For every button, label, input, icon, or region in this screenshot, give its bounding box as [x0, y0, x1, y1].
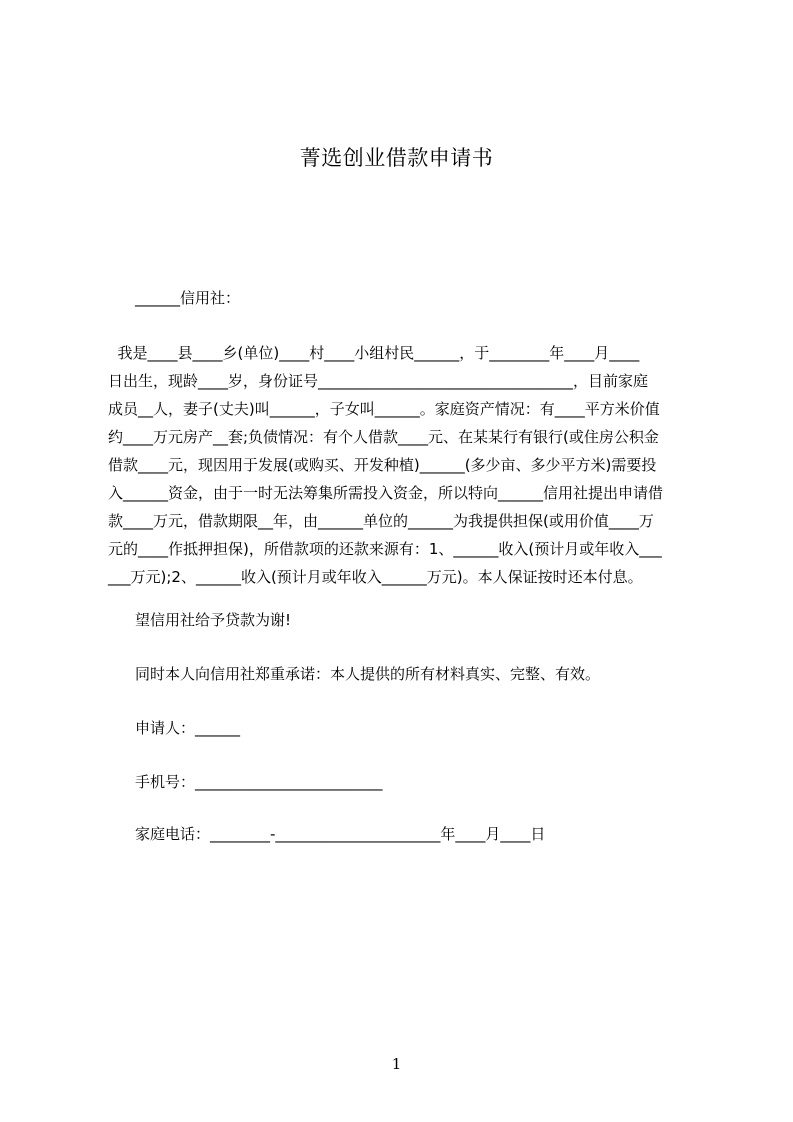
body-line: ___万元);2、______收入(预计月或年收入______万元)。本人保证按时还本付息。 [108, 568, 643, 586]
phone-line: 手机号：_________________________ [135, 773, 383, 791]
body-line: 元的____作抵押担保)，所借款项的还款来源有：1、______收入(预计月或年收入___ [108, 540, 662, 558]
body-line: 约____万元房产__套;负债情况：有个人借款____元、在某某行有银行(或住房公积金 [108, 428, 659, 446]
body-line: 借款____元，现因用于发展(或购买、开发种植)______(多少亩、多少平方米)需要投 [108, 456, 657, 474]
home-phone-date-line: 家庭电话：________-______________________年____月____日 [135, 825, 546, 843]
request-line: 望信用社给予贷款为谢! [135, 611, 292, 629]
body-line: 入______资金，由于一时无法筹集所需投入资金，所以特向______信用社提出申请借 [108, 484, 664, 502]
body-line: 我是____县____乡(单位)____村____小组村民______，于________年____月____ [108, 344, 640, 362]
applicant-line: 申请人：______ [135, 719, 241, 737]
body-line: 款____万元，借款期限__年，由______单位的______为我提供担保(或用价值____万 [108, 512, 654, 530]
page-number: 1 [391, 1055, 402, 1073]
document-title: 菁选创业借款申请书 [299, 146, 494, 170]
body-line: 成员__人，妻子(丈夫)叫______，子女叫______。家庭资产情况：有____平方米价值 [108, 400, 660, 418]
body-line: 日出生，现龄____岁，身份证号__________________________________，目前家庭 [108, 372, 649, 390]
commitment-line: 同时本人向信用社郑重承诺：本人提供的所有材料真实、完整、有效。 [135, 665, 601, 683]
salutation: ______信用社： [135, 289, 241, 307]
